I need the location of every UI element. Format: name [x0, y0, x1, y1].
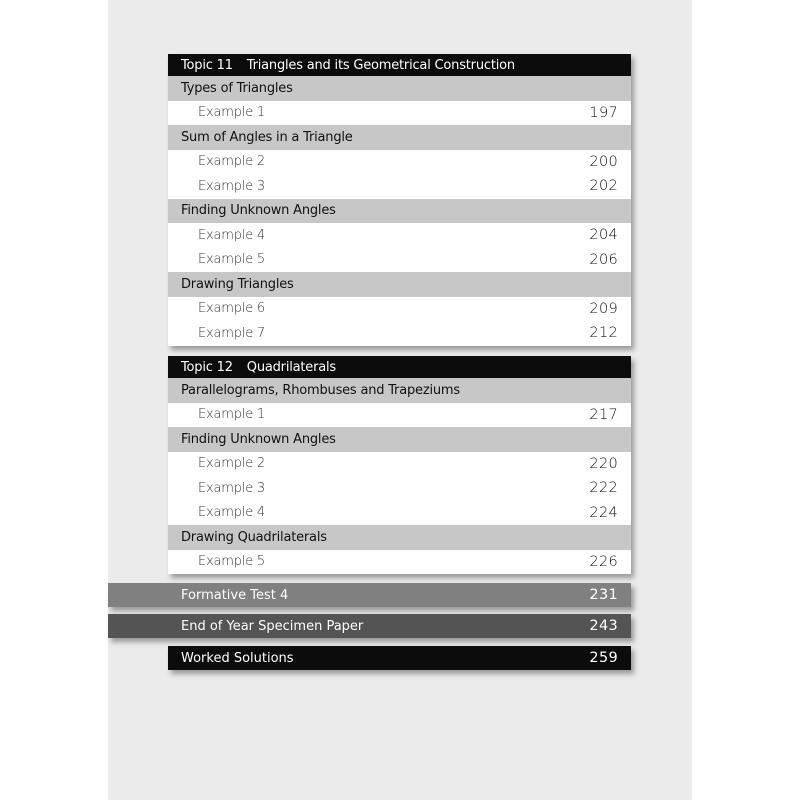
topic-title: Triangles and its Geometrical Construction	[246, 57, 515, 73]
toc-entry[interactable]	[168, 150, 631, 175]
toc-entry[interactable]	[168, 297, 631, 322]
page-number: 206	[589, 251, 618, 268]
page-number: 209	[589, 300, 618, 317]
toc-entry[interactable]	[168, 223, 631, 248]
topic-12-block	[168, 356, 631, 574]
page-number: 226	[589, 553, 618, 570]
topic-11-block	[168, 54, 631, 346]
toc-entry[interactable]	[168, 321, 631, 346]
entry-label: Example 2	[198, 456, 266, 472]
entry-label: Example 4	[198, 227, 266, 243]
entry-label: Example 1	[198, 407, 266, 423]
section-heading: Finding Unknown Angles	[168, 199, 631, 224]
entry-label: Example 5	[198, 252, 266, 268]
entry-label: Worked Solutions	[181, 650, 294, 666]
page-number: 222	[589, 480, 618, 497]
page-number: 200	[589, 153, 618, 170]
entry-label: Example 1	[198, 105, 266, 121]
formative-test-entry[interactable]	[108, 583, 631, 607]
section-heading: Parallelograms, Rhombuses and Trapeziums	[168, 378, 631, 403]
section-heading: Types of Triangles	[168, 76, 631, 101]
toc-entry[interactable]	[168, 452, 631, 477]
entry-label: Example 3	[198, 178, 266, 194]
entry-label: Example 3	[198, 480, 266, 496]
entry-label: Example 6	[198, 301, 266, 317]
entry-label: Example 7	[198, 325, 266, 341]
page-number: 231	[589, 587, 618, 603]
toc-entry[interactable]	[168, 248, 631, 273]
toc-entry[interactable]	[168, 403, 631, 428]
entry-label: Formative Test 4	[181, 587, 289, 603]
toc-entry[interactable]	[168, 476, 631, 501]
toc-entry[interactable]	[168, 550, 631, 575]
page-number: 202	[589, 178, 618, 195]
page-number: 204	[589, 227, 618, 244]
entry-label: Example 4	[198, 505, 266, 521]
page-number: 197	[589, 104, 618, 121]
section-heading: Drawing Triangles	[168, 272, 631, 297]
page-number: 212	[589, 325, 618, 342]
section-heading: Finding Unknown Angles	[168, 427, 631, 452]
specimen-paper-entry[interactable]	[108, 614, 631, 638]
topic-number: Topic 11	[181, 57, 233, 73]
section-heading: Sum of Angles in a Triangle	[168, 125, 631, 150]
page-number: 243	[589, 618, 618, 634]
page-number: 259	[589, 650, 618, 666]
topic-12-header	[168, 356, 631, 378]
section-heading: Drawing Quadrilaterals	[168, 525, 631, 550]
page-number: 217	[589, 406, 618, 423]
topic-11-header	[168, 54, 631, 76]
toc-entry[interactable]	[168, 101, 631, 126]
page-number: 220	[589, 455, 618, 472]
toc-entry[interactable]	[168, 174, 631, 199]
toc-entry[interactable]	[168, 501, 631, 526]
topic-title: Quadrilaterals	[246, 359, 336, 375]
entry-label: Example 5	[198, 554, 266, 570]
topic-number: Topic 12	[181, 359, 233, 375]
entry-label: End of Year Specimen Paper	[181, 618, 364, 634]
worked-solutions-entry[interactable]	[168, 646, 631, 670]
entry-label: Example 2	[198, 154, 266, 170]
page-number: 224	[589, 504, 618, 521]
